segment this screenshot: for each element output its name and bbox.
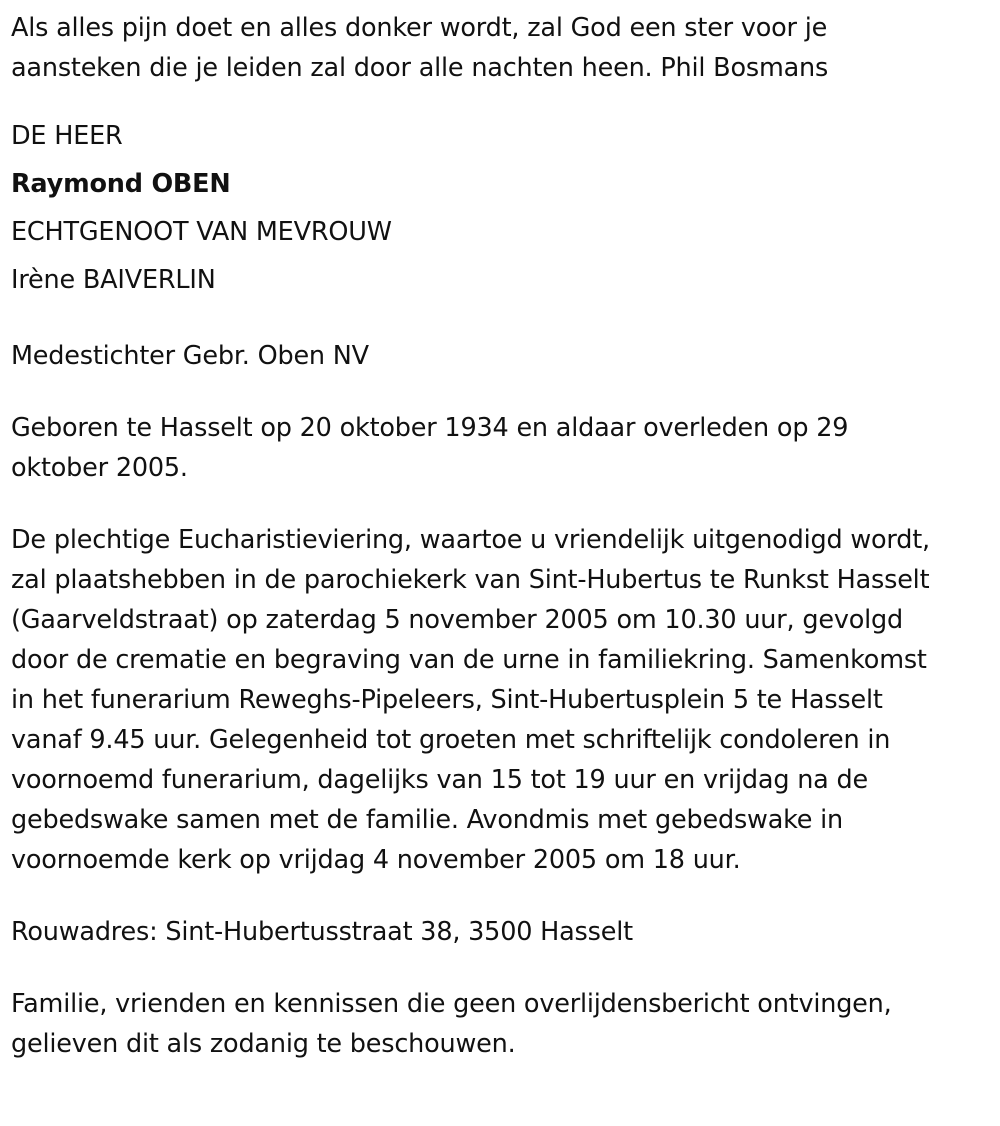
ceremony-line: zal plaatshebben in de parochiekerk van Sint-Hubertus te Runkst Hasselt bbox=[11, 565, 930, 595]
role-block bbox=[11, 336, 1000, 376]
name-block bbox=[11, 112, 1000, 304]
deceased-name: Raymond OBEN bbox=[11, 169, 231, 199]
quote-line: aansteken die je leiden zal door alle nachten heen. Phil Bosmans bbox=[11, 53, 829, 83]
address-block bbox=[11, 912, 1000, 952]
ceremony-line: vanaf 9.45 uur. Gelegenheid tot groeten met schriftelijk condoleren in bbox=[11, 725, 891, 755]
birth-death-line: oktober 2005. bbox=[11, 453, 188, 483]
ceremony-line: voornoemde kerk op vrijdag 4 november 2005 om 18 uur. bbox=[11, 845, 741, 875]
quote-block bbox=[11, 8, 1000, 88]
quote-line: Als alles pijn doet en alles donker wordt, zal God een ster voor je bbox=[11, 13, 828, 43]
closing-block bbox=[11, 984, 1000, 1064]
ceremony-line: voornoemd funerarium, dagelijks van 15 tot 19 uur en vrijdag na de bbox=[11, 765, 868, 795]
birth-death-line: Geboren te Hasselt op 20 oktober 1934 en aldaar overleden op 29 bbox=[11, 413, 849, 443]
address-line: Rouwadres: Sint-Hubertusstraat 38, 3500 Hasselt bbox=[11, 917, 633, 947]
role-line: Medestichter Gebr. Oben NV bbox=[11, 341, 369, 371]
ceremony-line: (Gaarveldstraat) op zaterdag 5 november 2005 om 10.30 uur, gevolgd bbox=[11, 605, 903, 635]
birth-death-block bbox=[11, 408, 1000, 488]
ceremony-line: gebedswake samen met de familie. Avondmis met gebedswake in bbox=[11, 805, 844, 835]
title-line: DE HEER bbox=[11, 121, 123, 151]
ceremony-line: De plechtige Eucharistieviering, waartoe u vriendelijk uitgenodigd wordt, bbox=[11, 525, 930, 555]
closing-line: gelieven dit als zodanig te beschouwen. bbox=[11, 1029, 516, 1059]
closing-line: Familie, vrienden en kennissen die geen overlijdensbericht ontvingen, bbox=[11, 989, 892, 1019]
ceremony-line: door de crematie en begraving van de urne in familiekring. Samenkomst bbox=[11, 645, 927, 675]
ceremony-line: in het funerarium Reweghs-Pipeleers, Sint-Hubertusplein 5 te Hasselt bbox=[11, 685, 883, 715]
relation-line: ECHTGENOOT VAN MEVROUW bbox=[11, 217, 392, 247]
spouse-name: Irène BAIVERLIN bbox=[11, 265, 216, 295]
ceremony-block bbox=[11, 520, 1000, 880]
